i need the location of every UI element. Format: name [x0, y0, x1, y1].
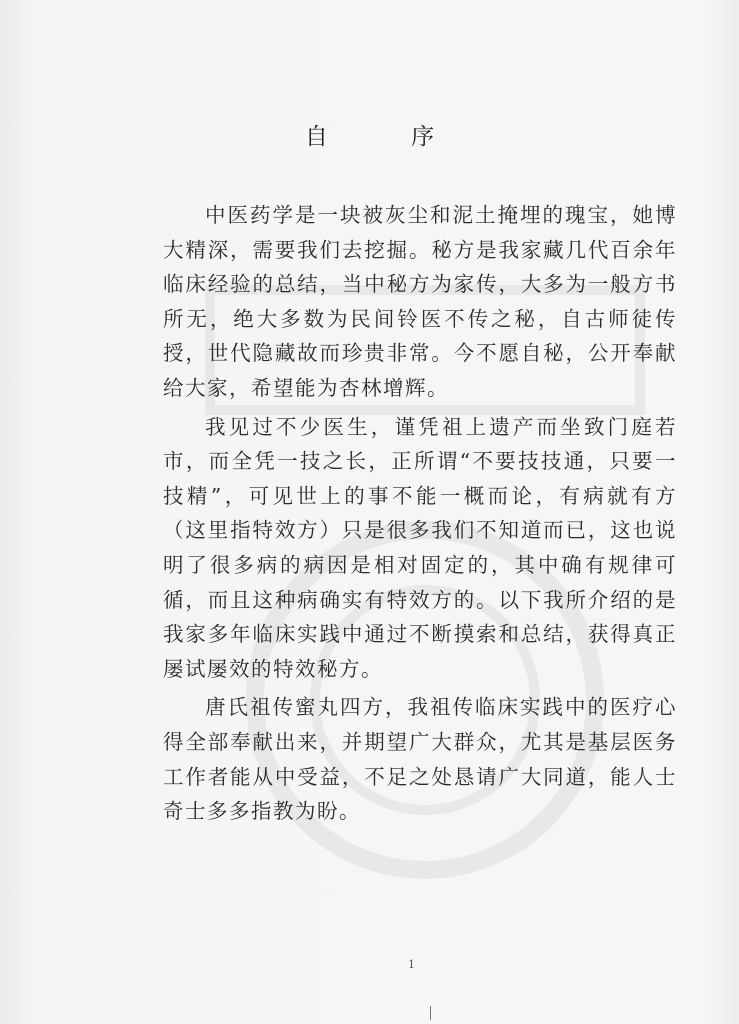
page-number: 1: [408, 958, 415, 971]
paragraph-1: 中医药学是一块被灰尘和泥土掩埋的瑰宝，她博大精深，需要我们去挖掘。秘方是我家藏几代百余年临床经验的总结，当中秘方为家传，大多为一般方书所无，绝大多数为民间铃医不传之秘，自古师徒传授，世代隐藏故而珍贵非常。今不愿自秘，公开奉献给大家，希望能为杏林增辉。: [163, 203, 677, 400]
paragraph-2: 我见过不少医生，谨凭祖上遗产而坐致门庭若市，而全凭一技之长，正所谓“不要技技通，只要一技精”，可见世上的事不能一概而论，有病就有方（这里指特效方）只是很多我们不知道而已，这也说明了很多病的病因是相对固定的，其中确有规律可循，而且这种病确实有特效方的。以下我所介绍的是我家多年临床实践中通过不断摸索和总结，获得真正屡试屡效的特效秘方。: [163, 414, 677, 681]
page-title: 自 序: [304, 124, 473, 150]
body-text: [163, 198, 677, 829]
paragraph-3: 唐氏祖传蜜丸四方，我祖传临床实践中的医疗心得全部奉献出来，并期望广大群众，尤其是基层医务工作者能从中受益，不足之处恳请广大同道，能人士奇士多多指教为盼。: [163, 695, 677, 824]
scan-mark: [430, 1006, 431, 1020]
